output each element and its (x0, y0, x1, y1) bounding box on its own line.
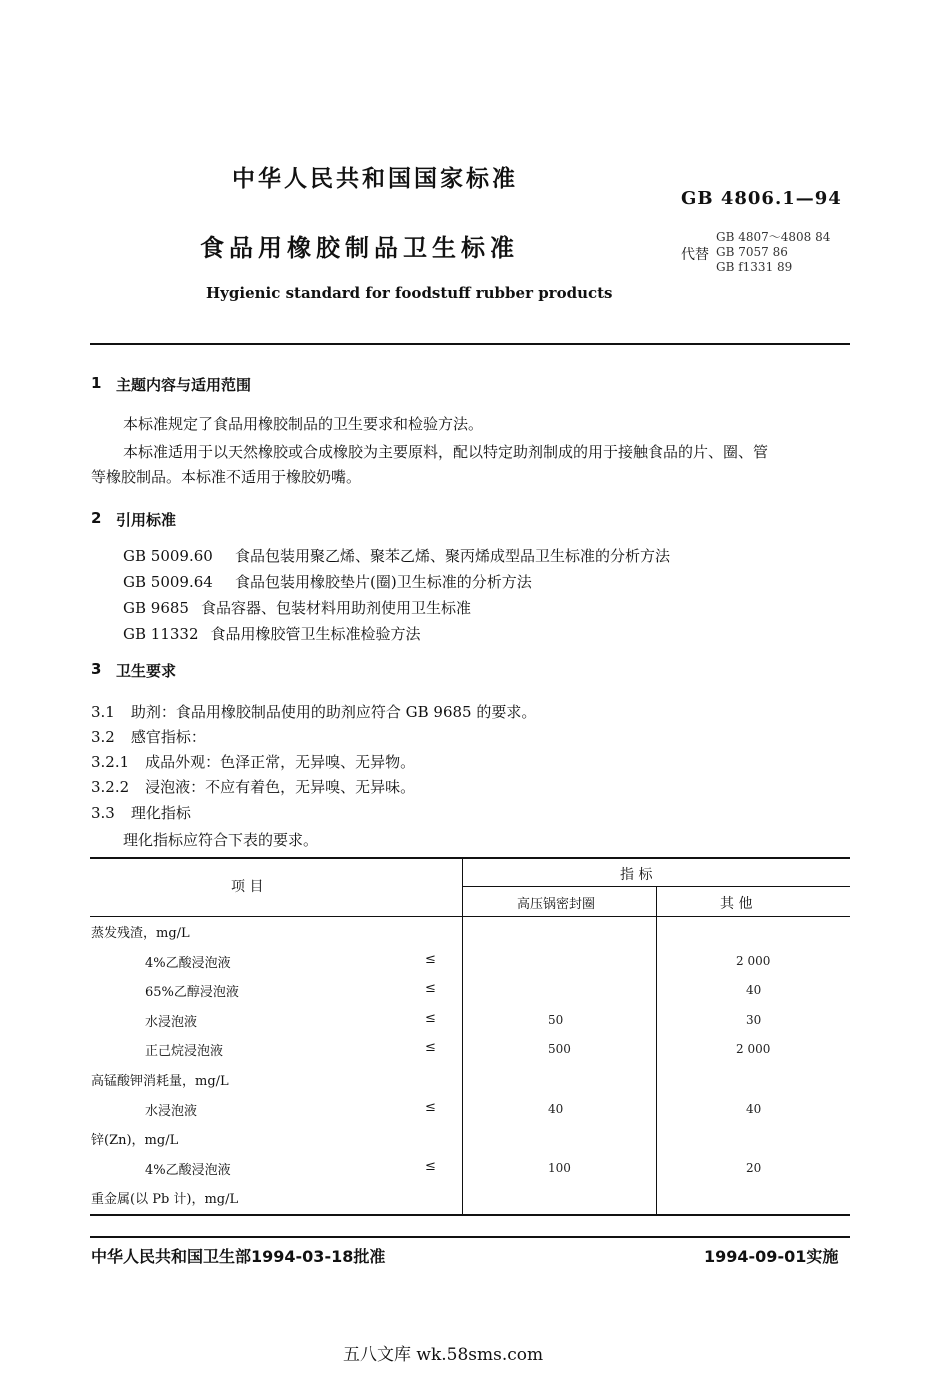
clause-number: 3.3 (91, 804, 115, 822)
row-label: 正己烷浸泡液 (145, 1044, 224, 1059)
table-top-rule (90, 857, 850, 859)
clause (91, 776, 415, 797)
table-column-rule (462, 857, 463, 1215)
table-bottom-rule (90, 1214, 850, 1216)
less-or-equal-symbol: ≤ (425, 1040, 436, 1055)
clause (91, 802, 191, 823)
replaced-standard: GB 4807～4808 84 (716, 230, 831, 244)
table-column-rule (656, 886, 657, 1215)
approval-line: 中华人民共和国卫生部1994-03-18批准 (91, 1247, 386, 1266)
row-label: 高锰酸钾消耗量，mg/L (91, 1074, 229, 1089)
less-or-equal-symbol: ≤ (425, 981, 436, 996)
pressure-cooker-seal-value: 500 (548, 1042, 571, 1056)
reference-item (123, 545, 670, 566)
row-label: 水浸泡液 (145, 1015, 198, 1030)
reference-code: GB 5009.60 (123, 547, 213, 565)
row-label: 锌(Zn)，mg/L (91, 1133, 179, 1148)
row-label: 4%乙酸浸泡液 (145, 956, 231, 971)
pressure-cooker-seal-value: 50 (548, 1013, 564, 1027)
clause-number: 3.1 (91, 703, 115, 721)
footer-divider (90, 1236, 850, 1238)
clause-text: 感官指标： (130, 728, 206, 746)
row-label: 重金属(以 Pb 计)，mg/L (91, 1192, 239, 1207)
column-header-other: 其 他 (720, 896, 753, 912)
reference-item (123, 571, 532, 592)
clause (91, 726, 206, 747)
paragraph: 本标准规定了食品用橡胶制品的卫生要求和检验方法。 (123, 415, 484, 433)
header-divider (90, 343, 850, 345)
site-watermark: 五八文库 wk.58sms.com (343, 1345, 544, 1365)
section-title: 卫生要求 (116, 662, 177, 680)
less-or-equal-symbol: ≤ (425, 952, 436, 967)
other-value: 2 000 (736, 1042, 771, 1056)
clause-text: 理化指标 (130, 804, 191, 822)
replaces-label: 代替 (681, 247, 709, 263)
pressure-cooker-seal-value: 100 (548, 1161, 571, 1175)
clause-number: 3.2.1 (91, 753, 130, 771)
reference-code: GB 9685 (123, 599, 189, 617)
clause-number: 3.2 (91, 728, 115, 746)
national-standard-heading: 中华人民共和国国家标准 (232, 166, 518, 192)
effective-date-line: 1994-09-01实施 (704, 1247, 839, 1266)
row-label: 水浸泡液 (145, 1104, 198, 1119)
replaced-standard: GB 7057 86 (716, 245, 788, 259)
clause-number: 3.2.2 (91, 778, 130, 796)
row-label: 蒸发残渣，mg/L (91, 926, 190, 941)
reference-name: 食品用橡胶管卫生标准检验方法 (210, 625, 421, 643)
less-or-equal-symbol: ≤ (425, 1159, 436, 1174)
english-title: Hygienic standard for foodstuff rubber products (206, 284, 613, 302)
document-title: 食品用橡胶制品卫生标准 (200, 234, 519, 262)
reference-name: 食品容器、包装材料用助剂使用卫生标准 (200, 599, 471, 617)
paragraph: 本标准适用于以天然橡胶或合成橡胶为主要原料，配以特定助剂制成的用于接触食品的片、圈、管 (123, 443, 769, 461)
reference-name: 食品包装用聚乙烯、聚苯乙烯、聚丙烯成型品卫生标准的分析方法 (235, 547, 671, 565)
column-header-pressure-cooker-seal: 高压锅密封圈 (517, 897, 596, 912)
paragraph-continued: 等橡胶制品。本标准不适用于橡胶奶嘴。 (91, 468, 362, 486)
column-header-index: 指 标 (620, 867, 653, 883)
section-number: 2 (91, 509, 102, 527)
standard-code: GB 4806.1—94 (681, 188, 842, 209)
pressure-cooker-seal-value: 40 (548, 1102, 564, 1116)
section-title: 主题内容与适用范围 (116, 376, 252, 394)
row-label: 4%乙酸浸泡液 (145, 1163, 231, 1178)
column-header-item: 项 目 (231, 879, 264, 895)
clause-text: 成品外观：色泽正常，无异嗅、无异物。 (145, 753, 416, 771)
section-number: 3 (91, 660, 102, 678)
clause-text: 浸泡液：不应有着色，无异嗅、无异味。 (145, 778, 416, 796)
reference-item (123, 597, 471, 618)
table-header-rule (90, 916, 850, 917)
table-intro: 理化指标应符合下表的要求。 (123, 831, 319, 849)
less-or-equal-symbol: ≤ (425, 1011, 436, 1026)
other-value: 20 (746, 1161, 762, 1175)
clause-text: 助剂：食品用橡胶制品使用的助剂应符合 GB 9685 的要求。 (130, 703, 537, 721)
reference-name: 食品包装用橡胶垫片(圈)卫生标准的分析方法 (235, 573, 532, 591)
other-value: 30 (746, 1013, 762, 1027)
reference-code: GB 11332 (123, 625, 199, 643)
section-title: 引用标准 (116, 511, 177, 529)
replaces-list (716, 230, 830, 275)
clause (91, 701, 536, 722)
section-number: 1 (91, 374, 102, 392)
reference-code: GB 5009.64 (123, 573, 213, 591)
clause (91, 751, 415, 772)
less-or-equal-symbol: ≤ (425, 1100, 436, 1115)
row-label: 65%乙醇浸泡液 (145, 985, 239, 1000)
other-value: 2 000 (736, 954, 771, 968)
other-value: 40 (746, 1102, 762, 1116)
reference-item (123, 623, 421, 644)
replaced-standard: GB f1331 89 (716, 260, 793, 274)
other-value: 40 (746, 983, 762, 997)
